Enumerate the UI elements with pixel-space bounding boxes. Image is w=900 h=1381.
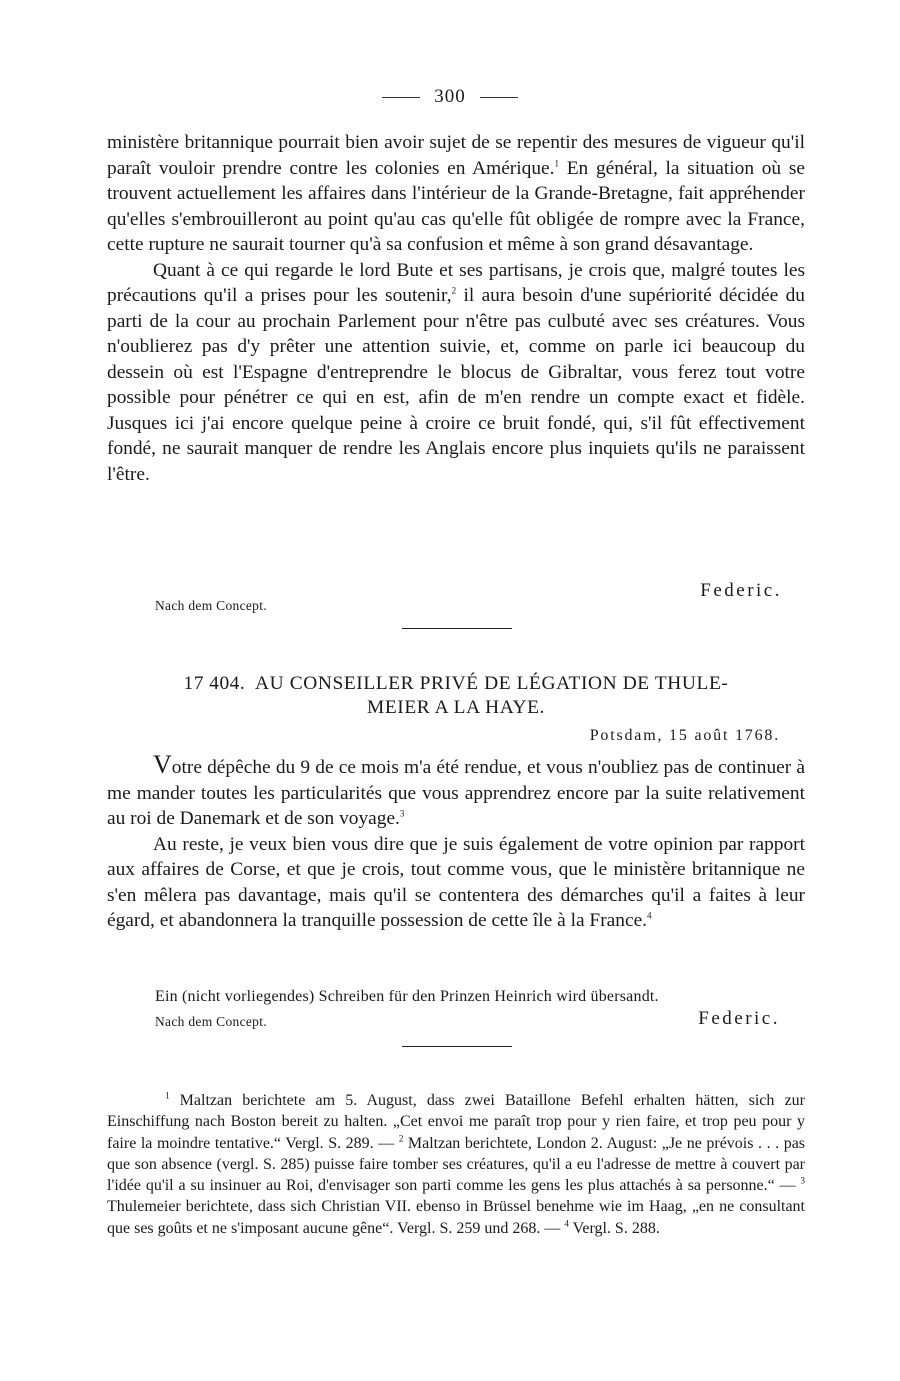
header-dash-left	[382, 97, 420, 98]
footnote-3: Thulemeier berichtete, dass sich Christian VII. ebenso in Brüssel benehme wie im Haag, „en ne consultant que ses goûts et ne s'imposant aucune gêne“. Vergl. S. 259 und 268. —	[107, 1198, 805, 1237]
letter-2-title-line-1: AU CONSEILLER PRIVÉ DE LÉGATION DE THULE-	[255, 673, 729, 694]
letter-2-text-b: Au reste, je veux bien vous dire que je suis également de votre opinion par rapport aux affaires de Corse, et que je crois, tout comme vous, que le ministère britannique ne s'en mêlera pas davantage, mais qu'il se contentera des démarches qu'il a faites à leur égard, et abandonnera la tranquille possession de cette île à la France.	[107, 833, 805, 931]
page-number: 300	[434, 86, 466, 107]
footnote-2: Maltzan berichtete, London 2. August: „Je ne prévois . . . pas que son absence (vergl. S. 285) puisse faire tomber ses créatures, qu'il a eu l'adresse de mettre à couvert par l'idée qu'il a su insinuer au Roi, d'envisager son parti comme les gens les plus attachés à sa personne.“ —	[107, 1134, 806, 1195]
footnote-ref-2: 2	[451, 285, 457, 296]
footnote-mark-4: 4	[564, 1218, 569, 1229]
footnote-1: Maltzan berichtete am 5. August, dass zwei Bataillone Befehl erhalten hätten, sich zur Einschiffung nach Boston bereit zu halten. „Cet envoi me paraît trop pour y rien faire, et trop peu pour y faire la moindre tentative.“ Vergl. S. 289. —	[107, 1092, 806, 1152]
footnote-ref-4: 4	[647, 910, 652, 921]
letter-1-text-d: il aura besoin d'une supériorité décidée du parti de la cour au prochain Parlement pour n'être pas culbuté avec ses créatures. Vous n'oublierez pas d'y prêter une attention suivie, et, comme on parle ici beaucoup du dessein où est l'Espagne d'entreprendre le blocus de Gibraltar, vous ferez tout votre possible pour pénétrer ce qui en est, afin de m'en rendre un compte exact et fidèle. Jusques ici j'ai encore quelque peine à croire ce bruit fondé, qui, s'il fût effectivement fondé, ne saurait manquer de rendre les Anglais encore plus inquiets qu'ils ne paraissent l'être.	[107, 285, 806, 485]
letter-1-text-a: ministère britannique pourrait bien avoir sujet de se repentir des mesures de vigueur qu'il paraît vouloir prendre contre les colonies en Amérique.	[107, 132, 805, 179]
letter-1-text-b: En général, la situation où se trouvent actuellement les affaires dans l'intérieur de la Grande-Bretagne, fait appréhender qu'elles s'embrouilleront au point qu'au cas qu'elle fût obligée de rompre avec la France, cette rupture ne saurait tourner qu'à sa confusion et même à son grand désavantage.	[107, 157, 805, 255]
letter-2-title	[107, 672, 805, 720]
letter-number: 17 404.	[183, 673, 246, 694]
letter-2-signature: Federic.	[698, 1008, 780, 1029]
separator-rule-2	[402, 1046, 512, 1047]
letter-2-source: Nach dem Concept.	[155, 1014, 267, 1029]
footnote-mark-3: 3	[800, 1175, 806, 1186]
letter-1-paragraph-2	[107, 258, 805, 488]
header-dash-right	[480, 97, 518, 98]
footnote-mark-2: 2	[398, 1133, 404, 1144]
footnote-4: Vergl. S. 288.	[572, 1219, 660, 1237]
letter-1-signature: Federic.	[700, 580, 782, 601]
letter-2-body	[107, 752, 805, 934]
letter-2-paragraph-1	[107, 752, 805, 832]
letter-2-text-a: otre dépêche du 9 de ce mois m'a été rendue, et vous n'oubliez pas de continuer à me mander toutes les particularités que vous apprendrez encore par la suite relativement au roi de Danemark et de son voyage.	[107, 757, 805, 829]
letter-2-place-date: Potsdam, 15 août 1768.	[589, 727, 780, 744]
letter-1-body	[107, 130, 805, 487]
letter-2-paragraph-2	[107, 832, 805, 934]
letter-1-paragraph-1	[107, 130, 805, 258]
letter-1-source: Nach dem Concept.	[155, 598, 267, 613]
footnote-mark-1: 1	[165, 1090, 170, 1101]
footnote-ref-3: 3	[399, 808, 405, 819]
page-header	[0, 86, 900, 108]
letter-2-title-line-2: MEIER A LA HAYE.	[366, 697, 546, 718]
footnotes	[107, 1090, 805, 1239]
letter-2-note: Ein (nicht vorliegendes) Schreiben für den Prinzen Heinrich wird übersandt.	[155, 988, 659, 1005]
footnotes-paragraph	[107, 1090, 805, 1239]
letter-1-text-c: Quant à ce qui regarde le lord Bute et ses partisans, je crois que, malgré toutes les précautions qu'il a prises pour les soutenir,	[107, 259, 805, 306]
footnote-ref-1: 1	[554, 158, 559, 169]
drop-cap: V	[153, 750, 172, 779]
separator-rule-1	[402, 628, 512, 629]
